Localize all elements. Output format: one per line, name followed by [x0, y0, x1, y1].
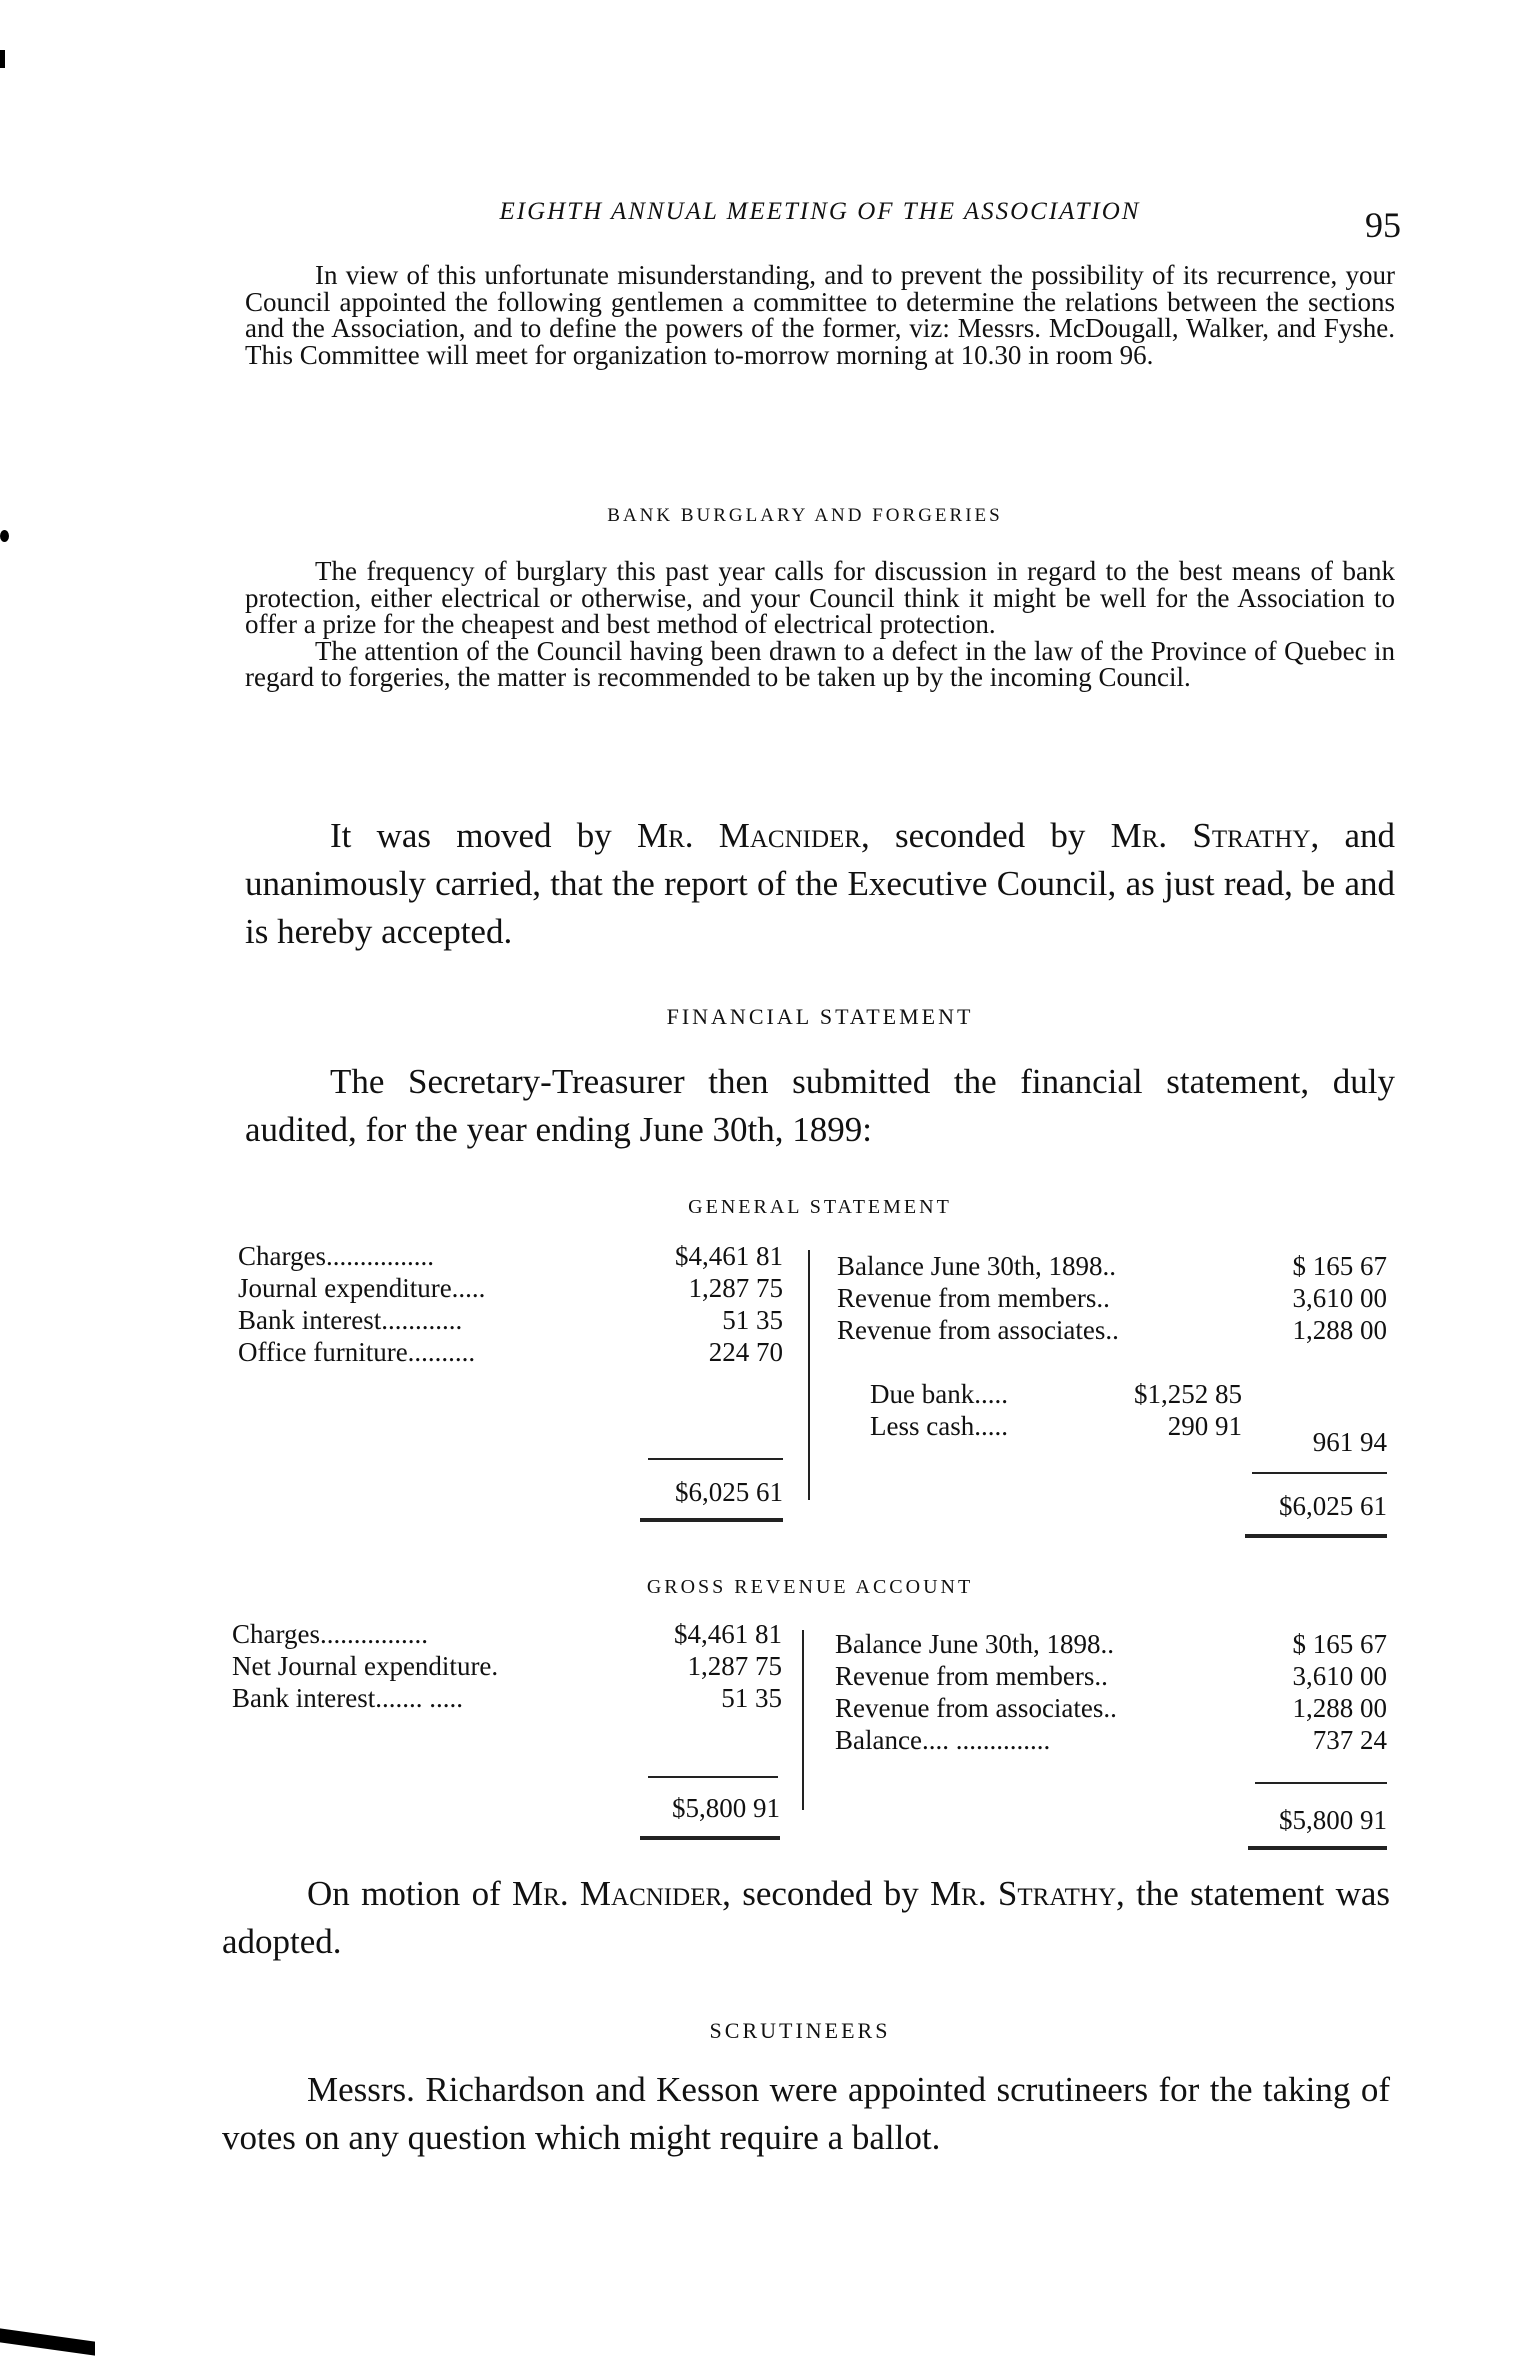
due-bank-label: Due bank..... — [870, 1379, 1008, 1409]
general-right-subtotal-rule — [1252, 1472, 1387, 1474]
gross-left-subtotal-rule — [648, 1776, 778, 1778]
ledger-label: Revenue from associates.. — [835, 1693, 1117, 1723]
motion-one: It was moved by Mr. Macnider, seconded by Mr. Strathy, and unanimously carried, that the report of the Executive Council, as just read, be and is hereby accepted. — [245, 816, 1395, 951]
gross-left-total: $5,800 91 — [672, 1793, 780, 1823]
burglary-block — [245, 558, 1395, 691]
bank-burglary-heading: BANK BURGLARY AND FORGERIES — [607, 505, 1003, 526]
due-bank-block — [870, 1378, 1242, 1442]
ledger-label: Charges................ — [238, 1241, 434, 1271]
gross-left-column — [232, 1618, 782, 1714]
ledger-amount: $4,461 81 — [674, 1619, 782, 1649]
ledger-amount: 737 24 — [1312, 1725, 1387, 1755]
ledger-amount: $ 165 67 — [1292, 1251, 1387, 1281]
motion-two-block — [222, 1870, 1390, 1966]
general-left-total: $6,025 61 — [675, 1477, 783, 1507]
ledger-label: Revenue from members.. — [835, 1661, 1108, 1691]
financial-intro: The Secretary-Treasurer then submitted the financial statement, duly audited, for the year ending June 30th, 1899: — [245, 1062, 1395, 1149]
general-right-total-rule — [1245, 1534, 1387, 1538]
running-head: EIGHTH ANNUAL MEETING OF THE ASSOCIATION — [499, 198, 1141, 225]
scan-blot-bottom-left — [0, 2328, 95, 2355]
less-cash-amount: 290 91 — [1167, 1411, 1242, 1441]
gross-left-total-rule — [640, 1836, 780, 1840]
council-paragraph: In view of this unfortunate misunderstanding, and to prevent the possibility of its recurrence, your Council appointed the following gentlemen a committee to determine the relations between the sections and the Association, and to define the powers of the former, viz: Messrs. McDougall, Walker, and Fyshe. This Committee will meet for organization to-morrow morning at 10.30 in room 96. — [245, 260, 1395, 370]
scrutineers-paragraph: Messrs. Richardson and Kesson were appointed scrutineers for the taking of votes on any question which might require a ballot. — [222, 2070, 1390, 2157]
scan-blot-left-mark — [0, 530, 9, 542]
ledger-amount: 3,610 00 — [1292, 1283, 1387, 1313]
seconder-name: Mr. Strathy — [930, 1874, 1116, 1913]
ledger-label: Bank interest....... ..... — [232, 1683, 463, 1713]
financial-intro-block — [245, 1058, 1395, 1154]
ledger-amount: 1,287 75 — [688, 1273, 783, 1303]
due-bank-amount: $1,252 85 — [1134, 1379, 1242, 1409]
scrutineers-block — [222, 2066, 1390, 2162]
seconder-name: Mr. Strathy — [1110, 816, 1311, 855]
ledger-label: Balance June 30th, 1898.. — [835, 1629, 1114, 1659]
ledger-label: Revenue from associates.. — [837, 1315, 1119, 1345]
gross-divider — [802, 1630, 804, 1810]
burglary-paragraph: The frequency of burglary this past year calls for discussion in regard to the best means of bank protection, either electrical or otherwise, and your Council think it might be well for the Association to offer a prize for the cheapest and best method of electrical protection. — [245, 556, 1395, 639]
scrutineers-heading: SCRUTINEERS — [709, 2018, 891, 2043]
ledger-label: Balance.... .............. — [835, 1725, 1051, 1755]
general-divider — [808, 1250, 810, 1500]
motion-one-block — [245, 812, 1395, 956]
general-left-total-rule — [640, 1518, 783, 1522]
ledger-amount: 1,288 00 — [1292, 1693, 1387, 1723]
general-left-subtotal-rule — [648, 1458, 783, 1460]
ledger-label: Balance June 30th, 1898.. — [837, 1251, 1116, 1281]
ledger-label: Revenue from members.. — [837, 1283, 1110, 1313]
ledger-label: Journal expenditure..... — [238, 1273, 486, 1303]
ledger-amount: 51 35 — [722, 1305, 783, 1335]
scan-blot-top-left — [0, 50, 5, 68]
general-right-total: $6,025 61 — [1279, 1491, 1387, 1521]
ledger-amount: 51 35 — [721, 1683, 782, 1713]
less-cash-label: Less cash..... — [870, 1411, 1008, 1441]
forgery-paragraph: The attention of the Council having been drawn to a defect in the law of the Province of Quebec in regard to forgeries, the matter is recommended to be taken up by the incoming Council. — [245, 635, 1395, 692]
ledger-label: Bank interest............ — [238, 1305, 463, 1335]
mover-name: Mr. Macnider — [512, 1874, 723, 1913]
ledger-amount: 1,287 75 — [687, 1651, 782, 1681]
ledger-label: Office furniture.......... — [238, 1337, 476, 1367]
general-right-column — [837, 1250, 1387, 1346]
ledger-amount: 3,610 00 — [1292, 1661, 1387, 1691]
gross-right-subtotal-rule — [1255, 1782, 1387, 1784]
council-paragraph-block — [245, 262, 1395, 368]
ledger-amount: $4,461 81 — [675, 1241, 783, 1271]
motion-two: On motion of Mr. Macnider, seconded by Mr. Strathy, the statement was adopted. — [222, 1874, 1390, 1961]
general-left-column — [238, 1240, 783, 1368]
general-statement-title: GENERAL STATEMENT — [688, 1196, 952, 1218]
gross-right-total: $5,800 91 — [1279, 1805, 1387, 1835]
ledger-label: Charges................ — [232, 1619, 428, 1649]
ledger-amount: $ 165 67 — [1292, 1629, 1387, 1659]
gross-right-total-rule — [1248, 1846, 1387, 1850]
ledger-amount: 1,288 00 — [1292, 1315, 1387, 1345]
ledger-label: Net Journal expenditure. — [232, 1651, 499, 1681]
gross-right-column — [835, 1628, 1387, 1756]
mover-name: Mr. Macnider — [636, 816, 861, 855]
general-net-amount: 961 94 — [1312, 1427, 1387, 1457]
financial-statement-heading: FINANCIAL STATEMENT — [666, 1004, 974, 1029]
ledger-amount: 224 70 — [708, 1337, 783, 1367]
gross-revenue-title: GROSS REVENUE ACCOUNT — [646, 1576, 974, 1598]
page-number: 95 — [1365, 205, 1401, 245]
